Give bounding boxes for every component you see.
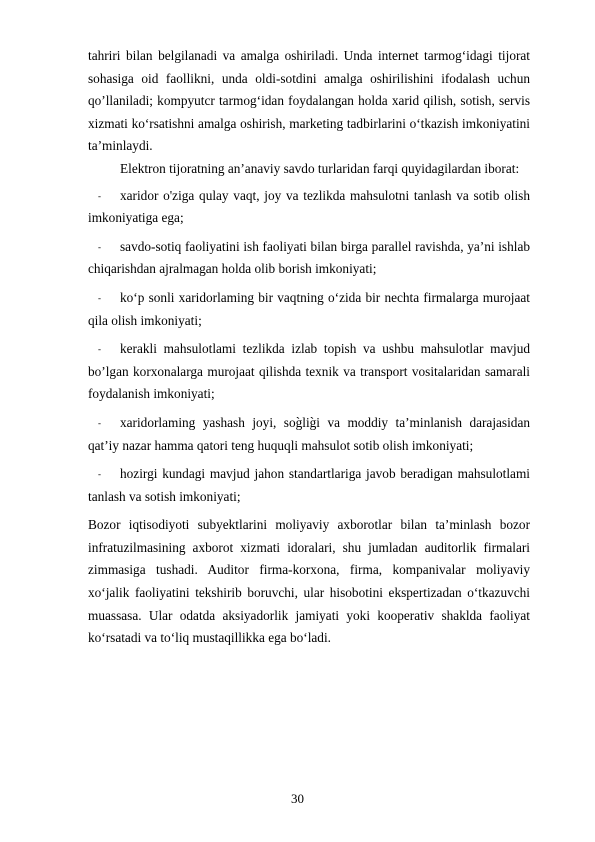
page-number: 30 [291, 791, 304, 806]
bullet-dash: - [98, 292, 101, 303]
list-item: - kerakli mahsulotlami tezlikda izlab topish va ushbu mahsulotlar mavjud bo’lgan korxonalarga murojaat qilishda texnik va transport vositalaridan samarali foydalanish imkoniyati; [88, 338, 530, 406]
list-item: - savdo-sotiq faoliyatini ish faoliyati bilan birga parallel ravishda, ya’ni ishlab chiqarishdan ajralmagan holda olib borish imkoniyati; [88, 236, 530, 281]
list-item: - hozirgi kundagi mavjud jahon standartlariga javob beradigan mahsulotlami tanlash va sotish imkoniyati; [88, 463, 530, 508]
bullet-dash: - [98, 417, 101, 428]
bullet-dash: - [98, 469, 101, 480]
closing-paragraph: Bozor iqtisodiyoti subyektlarini moliyaviy axborotlar bilan ta’minlash bozor infratuzilmasining axborot xizmati idoralari, shu jumladan auditorlik firmalari zimmasiga tushadi. Auditor firma-korxona, firma, kompanivalar moliyaviy xo‘jalik faoliyatini tekshirib boruvchi, ular hisobotini ekspertizadan o‘tkazuvchi muassasa. Ular odatda aksiyadorlik jamiyati yoki kooperativ shaklda faoliyat ko‘rsatadi va to‘liq mustaqillikka ega bo‘ladi. [88, 517, 530, 646]
bullet-dash: - [98, 241, 101, 252]
lead-paragraph: Elektron tijoratning an’anaviy savdo turlaridan farqi quyidagilardan iborat: [120, 160, 520, 176]
list-item: - xaridor o'ziga qulay vaqt, joy va tezlikda mahsulotni tanlash va sotib olish imkoniyatiga ega; [88, 185, 530, 230]
differences-list [88, 185, 530, 509]
list-item: - ko‘p sonli xaridorlaming bir vaqtning o‘zida bir nechta firmalarga murojaat qila olish imkoniyati; [88, 287, 530, 332]
bullet-dash: - [98, 344, 101, 355]
document-body [88, 45, 530, 650]
list-item: - xaridorlaming yashash joyi, sog̀lig̀i va moddiy ta’minlanish darajasidan qat’iy nazar hamma qatori teng huquqli mahsulot sotib olish imkoniyati; [88, 412, 530, 457]
intro-paragraph: tahriri bilan belgilanadi va amalga oshiriladi. Unda internet tarmog‘idagi tijorat sohasiga oid faollikni, unda oldi-sotdini amalga oshirilishini ifodalash uchun qo’llaniladi; kompyutcr tarmog‘idan foydalangan holda xarid qilish, sotish, servis xizmati ko‘rsatishni amalga oshirish, marketing tadbirlarini o‘tkazish imkoniyatini ta’minlaydi. [88, 48, 530, 154]
bullet-dash: - [98, 190, 101, 201]
